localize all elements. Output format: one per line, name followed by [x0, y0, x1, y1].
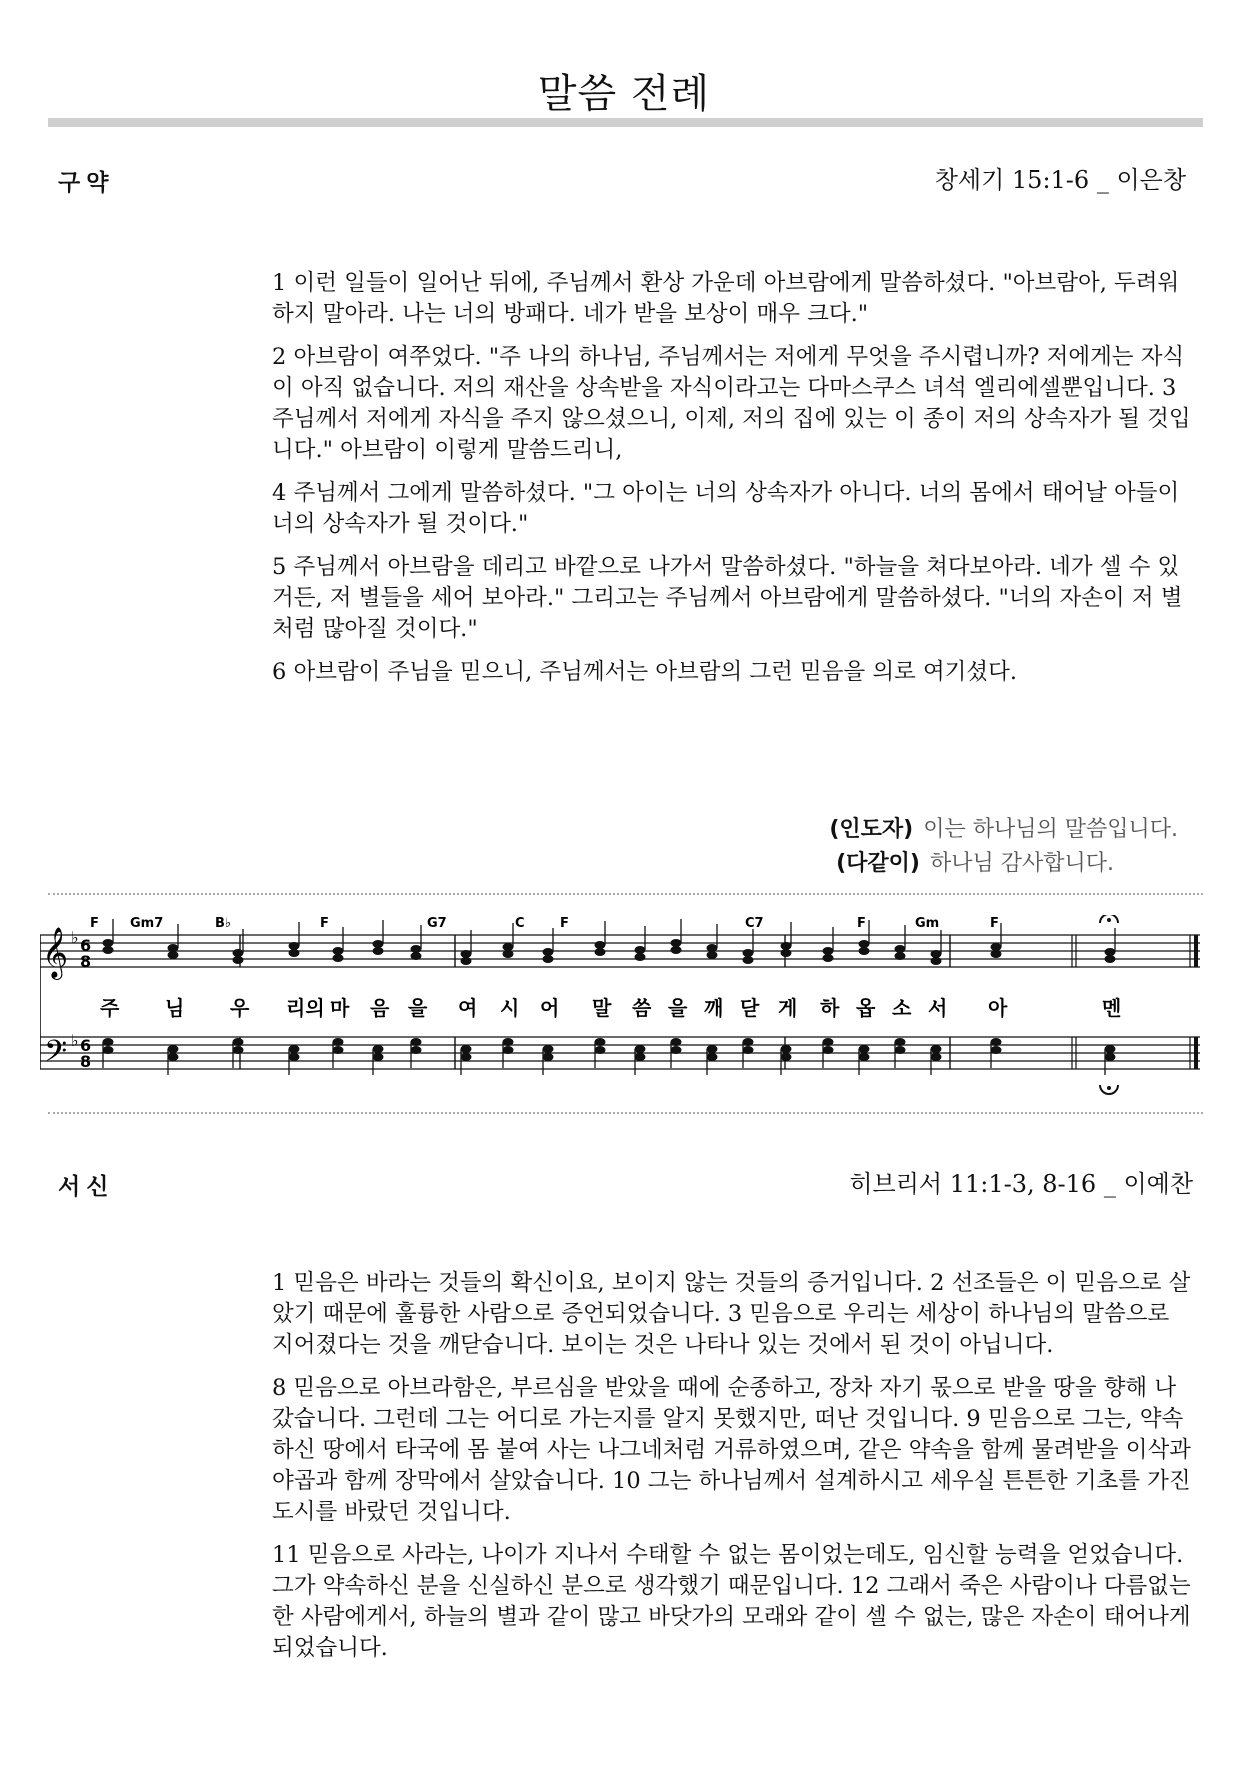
note-head: [333, 1038, 344, 1046]
note-head: [635, 1045, 646, 1053]
music-score: [40, 915, 1210, 1095]
chord-symbol: C7: [745, 916, 764, 931]
chord-symbol: Gm7: [130, 916, 164, 931]
lyric-syllable: 말: [592, 996, 612, 1020]
note-head: [461, 957, 472, 965]
title-divider: [48, 118, 1203, 127]
note-head: [168, 1053, 179, 1061]
key-flat-icon: ♭: [71, 928, 79, 947]
note-head: [543, 955, 554, 963]
note-head: [595, 941, 606, 949]
bass-staff: [40, 1037, 1200, 1069]
verse-paragraph: 6 아브람이 주님을 믿으니, 주님께서는 아브람의 그런 믿음을 의로 여기셨다.: [272, 659, 1018, 685]
note-head: [461, 1045, 472, 1053]
note-head: [103, 946, 114, 954]
note-head: [543, 948, 554, 956]
response-speaker: (인도자): [829, 817, 914, 842]
verse-paragraph: 1 이런 일들이 일어난 뒤에, 주님께서 환상 가운데 아브람에게 말씀하셨다. "아브람아, 두려워하지 말아라. 나는 너의 방패다. 네가 받을 보상이 매우 크다.": [272, 270, 1180, 327]
note-head: [543, 1053, 554, 1061]
fermata-icon: [1107, 1086, 1111, 1090]
note-head: [103, 939, 114, 947]
chord-symbol: F: [857, 916, 866, 931]
response-leader: [829, 812, 1178, 843]
note-head: [823, 954, 834, 962]
note-head: [373, 1045, 384, 1053]
note-head: [707, 1053, 718, 1061]
note-head: [233, 956, 244, 964]
note-head: [635, 1053, 646, 1061]
chord-symbol: B♭: [215, 916, 232, 931]
lyric-syllable: 시: [500, 996, 520, 1020]
page-title: 말씀 전례: [537, 71, 711, 117]
note-head: [671, 1038, 682, 1046]
note-head: [233, 1038, 244, 1046]
key-flat-icon: ♭: [71, 1031, 79, 1050]
note-head: [411, 1046, 422, 1054]
note-head: [635, 946, 646, 954]
note-head: [503, 1046, 514, 1054]
note-head: [635, 953, 646, 961]
note-head: [991, 950, 1002, 958]
fermata-icon: [1107, 918, 1111, 922]
response-all: [836, 846, 1114, 877]
time-signature-top: 6: [80, 936, 92, 955]
chord-symbol: C: [515, 916, 525, 931]
note-head: [707, 951, 718, 959]
lyric-syllable: 어: [540, 996, 560, 1020]
note-head: [289, 1045, 300, 1053]
note-head: [895, 1038, 906, 1046]
verse-paragraph: 5 주님께서 아브람을 데리고 바깥으로 나가서 말씀하셨다. "하늘을 쳐다보아라. 네가 셀 수 있거든, 저 별들을 세어 보아라." 그리고는 주님께서 아브람에게 말씀하셨다. "너의 자손이 저 별처럼 많아질 것이다.": [272, 554, 1183, 642]
note-head: [333, 947, 344, 955]
note-head: [373, 947, 384, 955]
response-text: 하나님 감사합니다.: [929, 851, 1114, 876]
lyric-syllable: 깨: [704, 996, 724, 1020]
epistle-label: 서신: [58, 1174, 115, 1200]
epistle-reference: 히브리서 11:1-3, 8-16 _ 이예찬: [849, 1170, 1193, 1198]
note-head: [781, 942, 792, 950]
lyric-syllable: 서: [928, 996, 948, 1020]
time-signature-top: 6: [80, 1036, 92, 1055]
note-head: [168, 951, 179, 959]
bass-clef-icon: 𝄢: [44, 1035, 68, 1076]
lyric-syllable: 을: [668, 996, 688, 1020]
verse-paragraph: 11 믿음으로 사라는, 나이가 지나서 수태할 수 없는 몸이었는데도, 임신할 능력을 얻었습니다. 그가 약속하신 분을 신실하신 분으로 생각했기 때문입니다. 12 그래서 죽은 사람이나 다름없는 한 사람에게서, 하늘의 별과 같이 많고 바닷가의 모래와 같이 셀 수 없는, 많은 자손이 태어나게 되었습니다.: [272, 1542, 1191, 1661]
chord-symbol: F: [320, 916, 329, 931]
lyric-syllable: 님: [165, 996, 185, 1020]
response-text: 이는 하나님의 말씀입니다.: [923, 817, 1178, 842]
lyric-syllable: 아: [988, 996, 1008, 1020]
lyric-syllable: 여: [458, 996, 478, 1020]
note-head: [931, 950, 942, 958]
lyric-syllable: 을: [408, 996, 428, 1020]
note-head: [671, 946, 682, 954]
time-signature-bottom: 8: [80, 1052, 92, 1071]
lyric-syllable: 멘: [1102, 996, 1122, 1020]
note-head: [461, 950, 472, 958]
note-head: [931, 1045, 942, 1053]
note-head: [595, 1046, 606, 1054]
note-head: [103, 1046, 114, 1054]
note-head: [289, 949, 300, 957]
chord-symbol: F: [990, 916, 999, 931]
lyric-syllable: 닫: [740, 996, 760, 1020]
verse-paragraph: 1 믿음은 바라는 것들의 확신이요, 보이지 않는 것들의 증거입니다. 2 선조들은 이 믿음으로 살았기 때문에 훌륭한 사람으로 증언되었습니다. 3 믿음으로 우리는 세상이 하나님의 말씀으로 지어졌다는 것을 깨닫습니다. 보이는 것은 나타나 있는 것에서 된 것이 아닙니다.: [272, 1270, 1191, 1358]
note-head: [823, 1038, 834, 1046]
note-head: [333, 954, 344, 962]
old-testament-reading: [272, 268, 1197, 700]
note-head: [503, 943, 514, 951]
note-head: [333, 1046, 344, 1054]
note-head: [895, 1046, 906, 1054]
chord-symbol: F: [560, 916, 569, 931]
note-head: [743, 956, 754, 964]
note-head: [461, 1053, 472, 1061]
note-head: [289, 942, 300, 950]
note-head: [823, 947, 834, 955]
note-head: [991, 1038, 1002, 1046]
note-head: [707, 944, 718, 952]
note-head: [931, 957, 942, 965]
note-head: [595, 948, 606, 956]
old-testament-reference: 창세기 15:1-6 _ 이은창: [934, 166, 1186, 194]
note-head: [1105, 955, 1116, 963]
note-head: [859, 1045, 870, 1053]
note-head: [233, 949, 244, 957]
note-head: [373, 1053, 384, 1061]
chord-symbol: G7: [427, 916, 447, 931]
note-head: [373, 940, 384, 948]
lyric-syllable: 음: [370, 996, 390, 1020]
note-head: [743, 949, 754, 957]
lyric-syllable: 하: [820, 996, 840, 1020]
lyric-syllable: 주: [100, 996, 120, 1020]
note-head: [895, 952, 906, 960]
note-head: [823, 1046, 834, 1054]
note-head: [411, 945, 422, 953]
note-head: [781, 1045, 792, 1053]
note-head: [931, 1053, 942, 1061]
lyric-syllable: 마: [330, 996, 350, 1020]
note-head: [859, 940, 870, 948]
epistle-reading: [272, 1268, 1197, 1676]
verse-paragraph: 2 아브람이 여쭈었다. "주 나의 하나님, 주님께서는 저에게 무엇을 주시렵니까? 저에게는 자식이 아직 없습니다. 저의 재산을 상속받을 자식이라고는 다마스쿠스 녀석 엘리에셀뿐입니다. 3 주님께서 저에게 자식을 주지 않으셨으니, 이제, 저의 집에 있는 이 종이 저의 상속자가 될 것입니다." 아브람이 이렇게 말씀드리니,: [272, 344, 1191, 463]
lyric-syllable: 씀: [632, 996, 652, 1020]
lyric-syllable: 게: [778, 996, 798, 1020]
note-head: [168, 944, 179, 952]
note-head: [895, 945, 906, 953]
note-head: [233, 1046, 244, 1054]
lyric-syllable: 우: [230, 996, 250, 1020]
lyric-syllable: 소: [892, 996, 912, 1020]
note-head: [103, 1038, 114, 1046]
note-head: [859, 947, 870, 955]
score-divider-top: [48, 893, 1203, 895]
note-head: [503, 950, 514, 958]
verse-paragraph: 4 주님께서 그에게 말씀하셨다. "그 아이는 너의 상속자가 아니다. 너의 몸에서 태어날 아들이 너의 상속자가 될 것이다.": [272, 480, 1180, 537]
note-head: [991, 943, 1002, 951]
score-divider-bottom: [48, 1112, 1203, 1114]
note-head: [743, 1046, 754, 1054]
time-signature-bottom: 8: [80, 952, 92, 971]
old-testament-label: 구약: [58, 170, 115, 196]
note-head: [743, 1038, 754, 1046]
note-head: [411, 952, 422, 960]
note-head: [707, 1045, 718, 1053]
note-head: [859, 1053, 870, 1061]
note-head: [1105, 948, 1116, 956]
treble-clef-icon: 𝄞: [42, 927, 69, 978]
lyric-syllable: 옵: [856, 996, 876, 1020]
note-head: [168, 1045, 179, 1053]
note-head: [1105, 1045, 1116, 1053]
response-speaker: (다같이): [836, 851, 920, 876]
note-head: [411, 1038, 422, 1046]
chord-symbol: Gm: [915, 916, 940, 931]
note-head: [781, 949, 792, 957]
note-head: [671, 939, 682, 947]
note-head: [595, 1038, 606, 1046]
note-head: [991, 1046, 1002, 1054]
note-head: [289, 1053, 300, 1061]
lyric-syllable: 리의: [286, 996, 325, 1020]
chord-symbol: F: [90, 916, 99, 931]
treble-staff: [40, 935, 1200, 1069]
note-head: [671, 1046, 682, 1054]
note-head: [1105, 1053, 1116, 1061]
note-head: [503, 1038, 514, 1046]
note-head: [781, 1053, 792, 1061]
verse-paragraph: 8 믿음으로 아브라함은, 부르심을 받았을 때에 순종하고, 장차 자기 몫으로 받을 땅을 향해 나갔습니다. 그런데 그는 어디로 가는지를 알지 못했지만, 떠난 것입니다. 9 믿음으로 그는, 약속하신 땅에서 타국에 몸 붙여 사는 나그네처럼 거류하였으며, 같은 약속을 함께 물려받을 이삭과 야곱과 함께 장막에서 살았습니다. 10 그는 하나님께서 설계하시고 세우실 튼튼한 기초를 가진 도시를 바랐던 것입니다.: [272, 1375, 1191, 1525]
note-head: [543, 1045, 554, 1053]
